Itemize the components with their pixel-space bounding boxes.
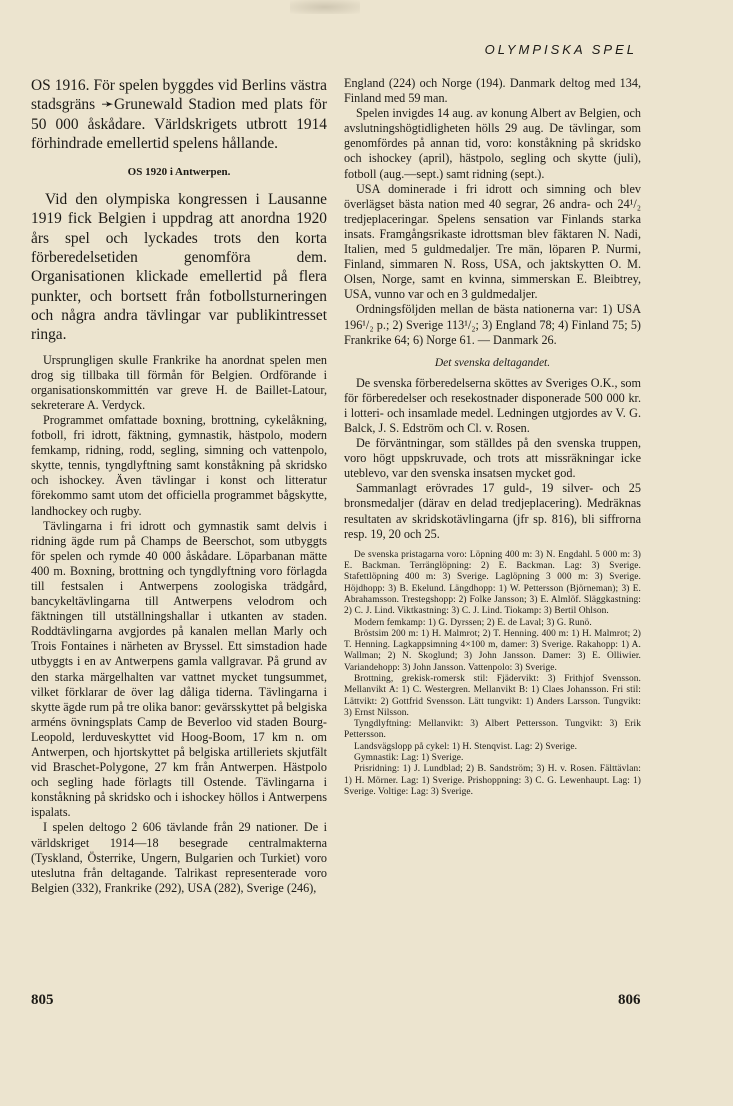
paragraph-forberedelser: De svenska förberedelserna sköttes av Sveriges O.K., som för förberedelser och resekostnader disponerade 500 000 kr. i lotteri- och insamlade medel. Ledningen utgjordes av V. G. Balck, J. S. Edström och Cl. v. Rosen. (344, 375, 641, 435)
results-swimming: Bröstsim 200 m: 1) H. Malmrot; 2) T. Henning. 400 m: 1) H. Malmrot; 2) T. Henning. Lagkappsimning 4×100 m, damer: 3) Sverige. Rakahopp: 1) A. Wallman; 2) N. Skoglund; 3) John Jansson. Damer: 3) E. Olliwier. Variandehopp: 3) John Jansson. Vattenpolo: 3) Sverige. (344, 628, 641, 673)
paragraph-os-1916: OS 1916. För spelen byggdes vid Berlins västra stadsgräns ➛Grunewald Stadion med plats för 50 000 åskådare. Världskrigets utbrott 1914 förhindrade emellertid spelens hållande. (31, 77, 327, 152)
paragraph-frankrike: Ursprungligen skulle Frankrike ha anordnat spelen men drog sig tillbaka till förmån för Belgien. Ordförande i organisationskommittén var greve H. de Baillet-Latour, sekreterare A. Verdyck. (31, 352, 327, 412)
paragraph-usa: USA dominerade i fri idrott och simning och blev överlägset bästa nation med 40 segrar, 26 andra- och 24¹/₂ tredjeplaceringar. Spelens sensation var Finlands starka insats. Framgångsrikaste idrottsman blev fäktaren N. Nadi, Italien, med 5 guldmedaljer. Tre män, löparen P. Nurmi, Finland, simmaren N. Ross, USA, och jaktskytten O. M. Olsen, Norge, samt en kvinna, simmerskan E. Bleibtrey, USA, vunno var och en 3 guldmedaljer. (344, 181, 641, 302)
paragraph-ordningsfoljd: Ordningsföljden mellan de bästa nationerna var: 1) USA 196¹/₂ p.; 2) Sverige 113¹/₂; 3) England 78; 4) Finland 75; 5) Frankrike 64; 6) Norge 61. — Danmark 26. (344, 302, 641, 347)
results-pentathlon: Modern femkamp: 1) G. Dyrssen; 2) E. de Laval; 3) G. Runö. (354, 617, 592, 628)
left-column (31, 76, 327, 896)
running-header: OLYMPISKA SPEL (484, 42, 637, 57)
results-weightlifting: Tyngdlyftning: Mellanvikt: 3) Albert Pettersson. Tungvikt: 3) Erik Pettersson. (344, 719, 641, 741)
paragraph-invigning: Spelen invigdes 14 aug. av konung Albert av Belgien, och avslutningshögtidligheten hölls 29 aug. De tävlingar, som genomfördes på annan tid, voro: konståkning på skridsko och ishockey (april), hästpolo, segling och skytte (juli), fotboll (aug.—sept.) samt ridning (sept.). (344, 106, 641, 181)
paper-stain (290, 0, 360, 14)
paragraph-lausanne: Vid den olympiska kongressen i Lausanne 1919 fick Belgien i uppdrag att anordna 1920 års spel och lyckades trots den korta förberedelsetiden genomföra dem. Organisationen klickade emellertid på flera punkter, och bortsett från fotbollsturneringen och några andra tävlingar var publikintresset ringa. (31, 191, 327, 344)
paragraph-england-norge: England (224) och Norge (194). Danmark deltog med 134, Finland med 59 man. (344, 76, 641, 106)
results-riding: Prisridning: 1) J. Lundblad; 2) B. Sandström; 3) H. v. Rosen. Fälttävlan: 1) H. Mörner. Lag: 1) Sverige. Prishoppning: 3) C. G. Lewenhaupt. Lag: 1) Sverige. Voltige: Lag: 3) Sverige. (344, 764, 641, 797)
paragraph-tavlingarna: Tävlingarna i fri idrott och gymnastik samt delvis i ridning ägde rum på Champs de Beerschot, som utbyggts för spelen och rymde 40 000 åskådare. Löparbanan mätte 400 m. Boxning, brottning och tyngdlyftning voro förlagda till festsalen i Antwerpens zoologiska trädgård, bancykeltävlingarna till Antwerpens velodrom och fäktningen till utställningshallar i utkanten av staden. Roddtävlingarna avgjordes på kanalen mellan Marly och Trois Fontaines i närheten av Bryssel. Ett simstadion hade utbyggts i en av Antwerpens gamla vallgravar. På grund av den starka märgelhalten var vattnet mycket tungsummet, vilket förklarar de över lag dåliga tiderna. Tävlingarna i skytte ägde rum på tre olika banor: gevärsskyttet på belgiska arméns övningsplats Camp de Beverloo vid staden Bourg-Leopold, lerduveskyttet vid Hoog-Boom, 17 km n. om Antwerpen, och hjortskyttet på belgiska artilleriets skjutfält vid Braschet-Polygone, 27 km från Antwerpen. Hästpolo och segling hade förlagts till Ostende. Tävlingarna i konståkning på skridsko och i ishockey höllos i Antwerpens ispalats. (31, 518, 327, 820)
section-heading-os-1920: OS 1920 i Antwerpen. (127, 166, 231, 179)
results-wrestling: Brottning, grekisk-romersk stil: Fjädervikt: 3) Frithjof Svensson. Mellanvikt A: 1) C. Westergren. Mellanvikt B: 1) Claes Johansson. Fri stil: Lättvikt: 2) Gottfrid Svensson. Lätt tungvikt: 1) Anders Larsson. Tungvikt: 3) Ernst Nilsson. (344, 673, 641, 718)
right-column (344, 76, 641, 798)
paragraph-forvantningar: De förväntningar, som ställdes på den svenska truppen, voro högt uppskruvade, och trots att missräkningar icke uteblevo, var den svenska insatsen mycket god. (344, 436, 641, 481)
results-cycling: Landsvägslopp på cykel: 1) H. Stenqvist. Lag: 2) Sverige. (354, 741, 578, 752)
paragraph-medaljer: Sammanlagt erövrades 17 guld-, 19 silver- och 25 bronsmedaljer (därav en delad tredjeplacering). Medräknas resultaten av skridskotävlingarna (jfr sp. 816), bli siffrorna resp. 19, 20 och 25. (344, 481, 641, 541)
results-gymnastics: Gymnastik: Lag: 1) Sverige. (354, 753, 464, 764)
paragraph-deltagande: I spelen deltogo 2 606 tävlande från 29 nationer. De i världskriget 1914—18 besegrade centralmakterna (Tyskland, Österrike, Ungern, Bulgarien och Turkiet) voro uteslutna från deltagande. Talrikast representerade voro Belgien (332), Frankrike (292), USA (282), Sverige (246), (31, 820, 327, 895)
page-number-left: 805 (31, 992, 54, 1008)
paragraph-programmet: Programmet omfattade boxning, brottning, cykelåkning, fotboll, fri idrott, fäktning, gymnastik, hästpolo, modern femkamp, ridning, rodd, segling, simning och vattenpolo, skytte, tennis, tyngdlyftning samt konståkning på skridsko och ishockey. Även tävlingar i konst och litteratur förekommo samt utom det officiella programmet bågskytte, landhockey och rugby. (31, 412, 327, 518)
section-heading-svenska: Det svenska deltagandet. (434, 356, 551, 369)
page-number-right: 806 (618, 992, 641, 1008)
results-athletics: De svenska pristagarna voro: Löpning 400 m: 3) N. Engdahl. 5 000 m: 3) E. Backman. Terränglöpning: 2) E. Backman. Lag: 3) Sverige. Stafettlöpning 400 m: 3) Sverige. Laglöpning 3 000 m: 3) Sverige. Höjdhopp: 3) B. Ekelund. Längdhopp: 1) W. Pettersson (Björneman); 3) E. Abrahamsson. Trestegshopp: 2) Folke Jansson; 3) E. Almlöf. Släggkastning: 2) C. J. Lind. Viktkastning: 3) C. J. Lind. Tiokamp: 3) Bertil Ohlson. (344, 549, 641, 617)
